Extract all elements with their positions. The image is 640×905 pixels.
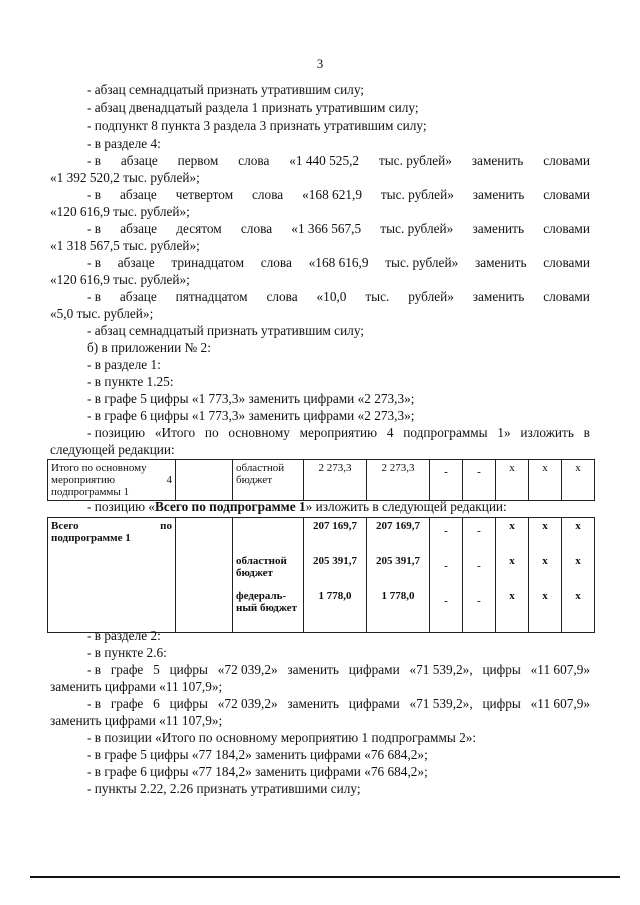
table-cell-dash [430,518,463,633]
text-line: «5,0 тыс. рублей»; [50,306,154,321]
word: тыс. рублей» [378,153,452,168]
justified-line [50,221,590,237]
word: тыс. рублей» [380,221,454,236]
word: графе [110,696,144,711]
text-line: - в пункте 2.6: [87,645,167,660]
table-total-activity-4 [47,459,595,501]
cell-text: Итого по основному [51,462,147,474]
row-value: 205 391,7 [376,555,420,567]
word: заменить [287,696,339,711]
cell-word: 4 [166,474,172,486]
word: заменить [472,187,525,202]
row-x: x [509,520,515,532]
word: - в [87,255,102,270]
word: слова [266,289,298,304]
table-cell-x [496,518,529,633]
row-dash: - [444,560,448,572]
word: пятнадцатом [175,289,248,304]
row-x: x [542,590,548,602]
cell-word: Всего [51,520,79,532]
word: подпрограммы [403,425,488,440]
table-cell-name [48,460,176,501]
text-line: «120 616,9 тыс. рублей»; [50,272,190,287]
word: основному [228,425,290,440]
bottom-rule [30,876,620,878]
word: «Итого [154,425,196,440]
text-line: - в графе 6 цифры «1 773,3» заменить цифрами «2 273,3»; [87,408,415,423]
table-cell-value: 2 273,3 [304,460,367,501]
word: заменить [472,289,525,304]
word: тыс. рублей» [380,187,454,202]
word: тыс. рублей» [385,255,459,270]
word: - позицию [87,425,146,440]
justified-line [50,425,590,441]
word: заменить [472,221,525,236]
word: «11 607,9» [530,662,590,677]
table-cell-x [562,518,595,633]
text-line: заменить цифрами «11 107,9»; [50,679,223,694]
word: словами [543,153,590,168]
page-number: 3 [316,56,324,71]
table-cell-value: 2 273,3 [367,460,430,501]
text-line: - абзац двенадцатый раздела 1 признать утратившим силу; [87,100,419,115]
table-cell-empty [176,460,233,501]
justified-line [50,662,590,678]
justified-line [50,696,590,712]
text-line [50,499,590,515]
row-x: x [575,590,581,602]
word: слова [260,255,292,270]
table-cell-source [233,518,304,633]
word: - в [87,221,102,236]
justified-line [50,289,590,305]
text-line: - в разделе 2: [87,628,161,643]
row-value: 207 169,7 [313,520,357,532]
word: 1» [497,425,511,440]
table-cell-x: x [529,460,562,501]
table-row [48,460,595,501]
row-dash: - [477,525,481,537]
word: - в [87,187,102,202]
word: первом [177,153,219,168]
word: заменить [471,153,524,168]
table-cell-x [529,518,562,633]
word: абзаце [119,289,157,304]
text-line: - в пункте 1.25: [87,374,174,389]
word: «11 607,9» [530,696,590,711]
row-x: x [509,590,515,602]
word: десятом [176,221,222,236]
text-part-bold: Всего по подпрограмме 1 [155,499,306,514]
justified-line [50,153,590,169]
text-line: - в графе 6 цифры «77 184,2» заменить цифрами «76 684,2»; [87,764,428,779]
cell-text: подпрограммы 1 [51,486,130,498]
word: абзаце [117,255,155,270]
word: «168 621,9 [302,187,362,202]
row-dash: - [477,595,481,607]
word: 5 [153,662,160,677]
row-x: x [575,555,581,567]
word: словами [543,221,590,236]
word: слова [252,187,284,202]
word: «1 440 525,2 [289,153,360,168]
text-line: - в позиции «Итого по основному мероприятию 1 подпрограммы 2»: [87,730,477,745]
word: - в [87,289,102,304]
row-dash: - [477,560,481,572]
cell-text: подпрограмме 1 [51,532,131,544]
table-cell-value [304,518,367,633]
text-line: - в разделе 1: [87,357,161,372]
word: - в [87,662,102,677]
text-line: - в графе 5 цифры «77 184,2» заменить цифрами «76 684,2»; [87,747,428,762]
word: 4 [386,425,394,440]
cell-text-row [51,520,172,532]
word: тыс. [365,289,390,304]
word: 6 [153,696,160,711]
word: цифры [482,696,521,711]
text-line: - в разделе 4: [87,136,161,151]
text-line: заменить цифрами «11 107,9»; [50,713,223,728]
table-cell-dash: - [463,460,496,501]
text-line: - подпункт 8 пункта 3 раздела 3 признать утратившим силу; [87,118,427,133]
word: «72 039,2» [217,696,278,711]
table-total-subprogram-1 [47,517,595,633]
word: слова [240,221,273,236]
cell-word: по [160,520,172,532]
table-row [48,518,595,633]
word: абзаце [120,153,158,168]
word: цифры [482,662,521,677]
word: цифрами [348,696,400,711]
word: тринадцатом [171,255,244,270]
word: «72 039,2» [217,662,278,677]
word: словами [543,289,590,304]
row-x: x [509,555,515,567]
word: цифры [169,662,208,677]
word: графе [110,662,144,677]
word: цифрами [348,662,400,677]
table-cell-name [48,518,176,633]
word: «71 539,2», [409,696,473,711]
word: изложить [520,425,574,440]
word: абзаце [119,187,157,202]
row-x: x [542,555,548,567]
text-part: » изложить в следующей редакции: [305,499,507,514]
row-value: 205 391,7 [313,555,357,567]
row-value: 1 778,0 [318,590,352,602]
word: «10,0 [316,289,347,304]
row-x: x [575,520,581,532]
table-cell-empty [176,518,233,633]
text-line: - в графе 5 цифры «1 773,3» заменить цифрами «2 273,3»; [87,391,415,406]
word: четвертом [175,187,234,202]
row-dash: - [444,595,448,607]
text-line: - пункты 2.22, 2.26 признать утратившими силу; [87,781,361,796]
text-line: «120 616,9 тыс. рублей»; [50,204,190,219]
word: рублей» [408,289,454,304]
word: по [204,425,219,440]
justified-line [50,187,590,203]
table-cell-dash: - [430,460,463,501]
text-line: - абзац семнадцатый признать утратившим силу; [87,323,364,338]
word: мероприятию [299,425,378,440]
table-cell-x: x [496,460,529,501]
table-cell-source: областной бюджет [233,460,304,501]
word: - в [87,696,102,711]
word: абзаце [120,221,158,236]
word: цифры [169,696,208,711]
text-line: следующей редакции: [50,442,175,457]
table-cell-value [367,518,430,633]
text-line: б) в приложении № 2: [87,340,211,355]
word: словами [543,187,590,202]
row-dash: - [444,525,448,537]
row-value: 1 778,0 [381,590,415,602]
word: заменить [287,662,339,677]
row-source: областной бюджет [236,555,287,579]
word: в [583,425,590,440]
word: слова [238,153,270,168]
row-source [236,520,300,555]
word: «71 539,2», [409,662,473,677]
justified-line [50,255,590,271]
table-cell-dash [463,518,496,633]
row-value: 207 169,7 [376,520,420,532]
table-cell-x: x [562,460,595,501]
cell-text-row [51,474,172,486]
text-line: «1 318 567,5 тыс. рублей»; [50,238,200,253]
text-line: «1 392 520,2 тыс. рублей»; [50,170,200,185]
word: заменить [474,255,527,270]
word: - в [87,153,102,168]
row-x: x [542,520,548,532]
word: «168 616,9 [308,255,369,270]
word: «1 366 567,5 [291,221,362,236]
word: словами [543,255,590,270]
row-source: федераль-ный бюджет [236,590,297,614]
text-line: - абзац семнадцатый признать утратившим силу; [87,82,364,97]
cell-word: мероприятию [51,474,116,486]
text-part: - позицию « [87,499,156,514]
